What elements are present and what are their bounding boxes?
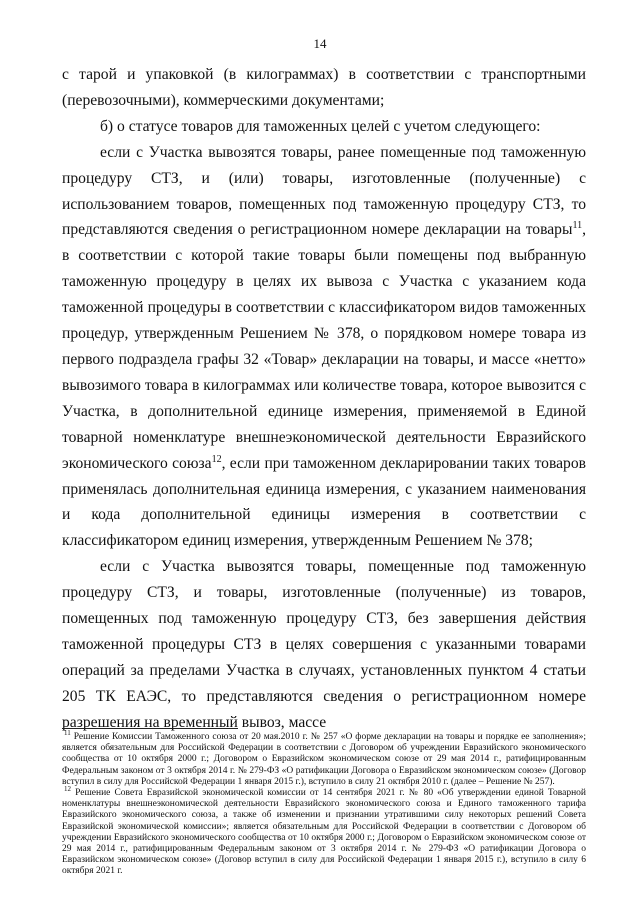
paragraph-text: если с Участка вывозятся товары, ранее помещенные под таможенную процедуру СТЗ, и (или) товары, изготовленные (полученные) с использованием товаров, помещенных под таможенную процедуру СТЗ, то представляются сведения о регистрационном номере декларации на товары (62, 143, 586, 239)
paragraph-text: , в соответствии с которой такие товары были помещены под выбранную таможенную процедуру в целях их вывоза с Участка с указанием кода таможенной процедуры в соответствии с классификатором видов таможенных процедур, утвержденным Решением № 378, о порядковом номере товара из первого подраздела графы 32 «Товар» декларации на товары, и массе «нетто» вывозимого товара в килограммах или количестве товара, которое вывозится с Участка, в дополнительной единице измерения, применяемой в Единой товарной номенклатуре внешнеэкономической деятельности Евразийского экономического союза (62, 221, 586, 472)
footnote-reference[interactable]: 12 (211, 453, 222, 465)
footnote-separator (62, 728, 238, 729)
paragraph-goods-temporary-export: если с Участка вывозятся товары, помещенные под таможенную процедуру СТЗ, и товары, изготовленные (полученные) из товаров, помещенных под таможенную процедуру СТЗ, без завершения действия таможенной процедуры СТЗ в целях совершения с указанными товарами операций за пределами Участка в случаях, установленных пунктом 4 статьи 205 ТК ЕАЭС, то представляются сведения о регистрационном номере разрешения на временный вывоз, массе (62, 558, 586, 731)
footnote (62, 728, 587, 788)
footnote-reference[interactable]: 11 (572, 220, 583, 232)
page-number: 14 (313, 36, 327, 51)
footnote-number: 12 (64, 784, 71, 793)
body-text (62, 62, 586, 736)
paragraph-goods-status-heading: б) о статусе товаров для таможенных целей с учетом следующего: (100, 117, 541, 135)
footnote-text: Решение Совета Евразийской экономической комиссии от 14 сентября 2021 г. № 80 «Об утверждении единой Товарной номенклатуры внешнеэкономической деятельности Евразийского экономического союза и Единого таможенного тарифа Евразийского экономического союза, а также об изменении и признании утратившими силу некоторых решений Совета Евразийской экономической комиссии»; является обязательным для Российской Федерации в соответствии с Договором об учреждении Евразийского экономического сообщества от 10 октября 2000 г.; Договором о Евразийском экономическом союзе от 29 мая 2014 г., ратифицированным Федеральным законом от 3 октября 2014 г. № 279-ФЗ «О ратификации Договора о Евразийском экономическом союзе» (Договор вступил в силу для Российской Федерации 1 января 2015 г.), вступило в силу 6 октября 2021 г. (62, 788, 587, 877)
footnotes (62, 728, 587, 878)
paragraph-goods-export-declaration (62, 140, 586, 555)
footnote (62, 784, 587, 878)
footnote-number: 11 (64, 728, 71, 737)
footnote-text: Решение Комиссии Таможенного союза от 20 мая.2010 г. № 257 «О форме декларации на товары и порядке ее заполнения»; является обязательным для Российской Федерации в соответствии с Договором об учреждении Евразийского экономического сообщества от 10 октября 2000 г.; Договором о Евразийском экономическом союзе от 29 мая 2014 г., ратифицированным Федеральным законом от 3 октября 2014 г. № 279-ФЗ «О ратификации Договора о Евразийском экономическом союзе» (Договор вступил в силу для Российской Федерации 1 января 2015 г.), вступило в силу 21 октября 2010 г. (далее – Решение № 257). (62, 732, 587, 787)
paragraph-continuation: с тарой и упаковкой (в килограммах) в соответствии с транспортными (перевозочными), коммерческими документами; (62, 66, 586, 109)
paragraph-text: , если при таможенном декларировании таких товаров применялась дополнительная единица измерения, с указанием наименования и кода дополнительной единицы измерения в соответствии с классификатором единиц измерения, утвержденным Решением № 378; (62, 454, 587, 550)
